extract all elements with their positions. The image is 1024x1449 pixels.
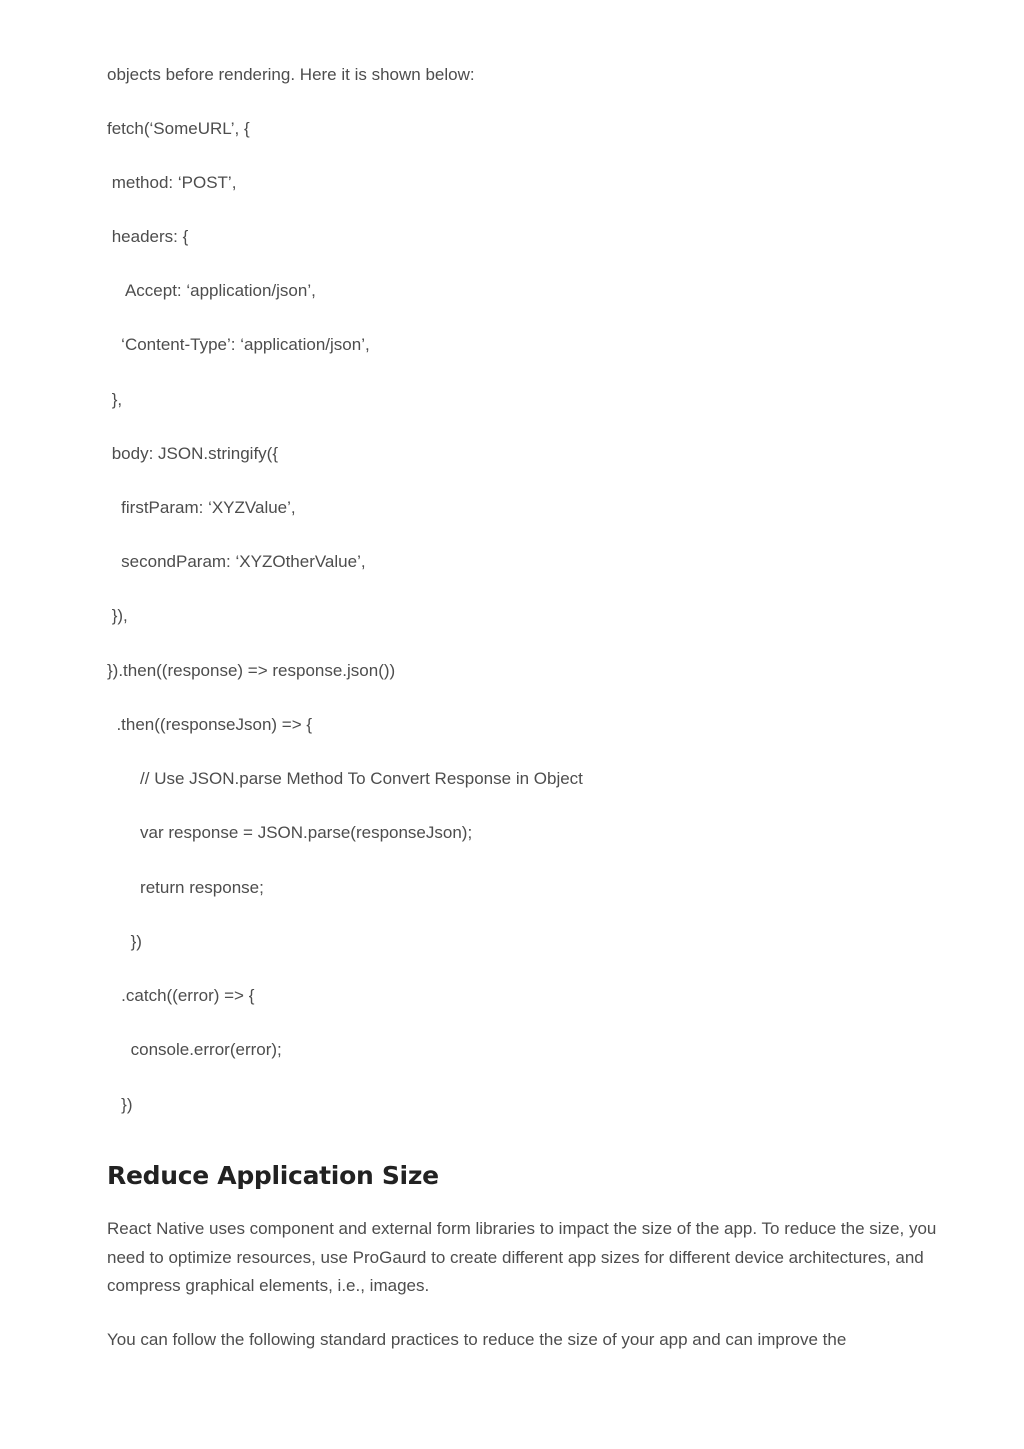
code-line: }),	[107, 606, 128, 625]
code-line: var response = JSON.parse(responseJson);	[107, 823, 473, 842]
code-line: }).then((response) => response.json())	[107, 661, 396, 680]
intro-text: objects before rendering. Here it is shown below:	[107, 65, 475, 84]
code-line: method: ‘POST’,	[107, 173, 237, 192]
code-line: secondParam: ‘XYZOtherValue’,	[107, 552, 366, 571]
code-line: firstParam: ‘XYZValue’,	[107, 498, 296, 517]
code-line: console.error(error);	[107, 1040, 282, 1059]
code-line: // Use JSON.parse Method To Convert Response in Object	[107, 769, 583, 788]
code-line: fetch(‘SomeURL’, {	[107, 119, 250, 138]
section-heading: Reduce Application Size	[107, 1161, 439, 1190]
code-line: ‘Content-Type’: ‘application/json’,	[107, 335, 370, 354]
code-line: })	[107, 932, 142, 951]
code-line: return response;	[107, 878, 264, 897]
code-line: headers: {	[107, 227, 189, 246]
section-paragraph: React Native uses component and external form libraries to impact the size of the app. To reduce the size, you need to optimize resources, use ProGaurd to create different app sizes for different device architectures, and compress graphical elements, i.e., images.	[107, 1219, 937, 1295]
code-line: .then((responseJson) => {	[107, 715, 313, 734]
code-line: Accept: ‘application/json’,	[107, 281, 316, 300]
code-line: })	[107, 1095, 133, 1114]
code-line: body: JSON.stringify({	[107, 444, 279, 463]
code-line: },	[107, 390, 123, 409]
section-paragraph: You can follow the following standard practices to reduce the size of your app and can improve the	[107, 1330, 847, 1349]
code-line: .catch((error) => {	[107, 986, 255, 1005]
